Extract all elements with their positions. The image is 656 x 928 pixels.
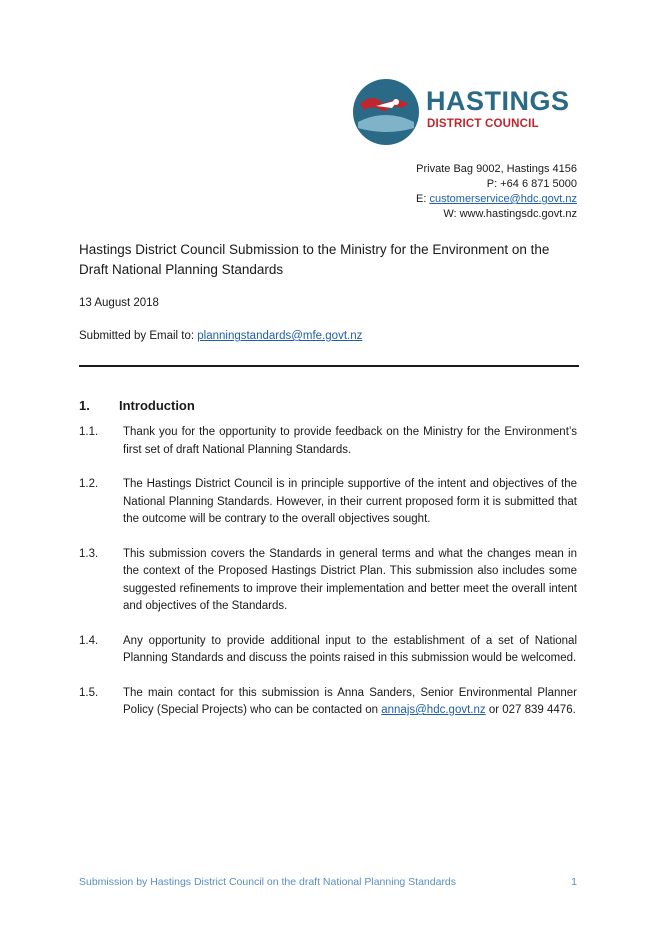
contact-email-prefix: E:	[416, 193, 430, 205]
paragraph-item	[79, 546, 577, 616]
paragraph-number: 1.3.	[79, 547, 99, 560]
contact-person-email-link[interactable]: annajs@hdc.govt.nz	[381, 704, 486, 716]
paragraph-text: This submission covers the Standards in general terms and what the changes mean in the context of the Proposed Hastings District Plan. This submission also includes some suggested refinements to improve their implementation and better meet the overall intent and objectives of the Standards.	[123, 547, 577, 612]
contact-phone: P: +64 6 871 5000	[486, 178, 577, 190]
contact-block	[416, 162, 577, 222]
paragraph-number: 1.5.	[79, 686, 99, 699]
paragraph-item	[79, 424, 577, 459]
contact-web: W: www.hastingsdc.govt.nz	[443, 208, 577, 220]
paragraph-text: Any opportunity to provide additional input to the establishment of a set of National Planning Standards and discuss the points raised in this submission would be welcomed.	[123, 634, 577, 664]
submitted-email-link[interactable]: planningstandards@mfe.govt.nz	[197, 330, 363, 342]
paragraph-text-before: The main contact for this submission is Anna Sanders, Senior Environmental Planner Policy (Special Projects) who can be contacted on	[123, 686, 577, 716]
contact-address: Private Bag 9002, Hastings 4156	[416, 163, 577, 175]
council-logo	[352, 78, 578, 146]
paragraph-number: 1.4.	[79, 634, 99, 647]
contact-email-link[interactable]: customerservice@hdc.govt.nz	[429, 193, 577, 205]
section-heading	[79, 398, 195, 413]
paragraph-list	[79, 424, 577, 737]
paragraph-number: 1.2.	[79, 478, 99, 490]
submitted-line	[79, 330, 362, 342]
paragraph-text	[123, 685, 577, 720]
document-title: Hastings District Council Submission to the Ministry for the Environment on the Draft National Planning Standards	[79, 242, 550, 277]
contact-email-line	[416, 192, 577, 207]
council-emblem-icon	[352, 78, 420, 146]
footer-text: Submission by Hastings District Council on the draft National Planning Standards	[79, 876, 457, 888]
paragraph-number: 1.1.	[79, 426, 99, 438]
page-number: 1	[571, 876, 577, 888]
paragraph-text: The Hastings District Council is in principle supportive of the intent and objectives of the National Planning Standards. However, in their current proposed form it is submitted that the outcome will be contrary to the overall objectives sought.	[123, 478, 577, 525]
page-footer	[79, 876, 577, 888]
paragraph-item	[79, 476, 577, 529]
paragraph-text-after: or 027 839 4476.	[485, 704, 576, 716]
divider	[79, 365, 579, 367]
document-date: 13 August 2018	[79, 297, 159, 309]
submitted-label: Submitted by Email to:	[79, 330, 198, 342]
paragraph-item	[79, 685, 577, 720]
logo-subtitle: DISTRICT COUNCIL	[427, 118, 539, 130]
paragraph-item	[79, 633, 577, 668]
logo-brand: HASTINGS	[426, 86, 570, 116]
paragraph-text: Thank you for the opportunity to provide feedback on the Ministry for the Environment’s first set of draft National Planning Standards.	[123, 426, 577, 456]
section-number: 1.	[79, 398, 90, 413]
section-title: Introduction	[119, 398, 195, 413]
